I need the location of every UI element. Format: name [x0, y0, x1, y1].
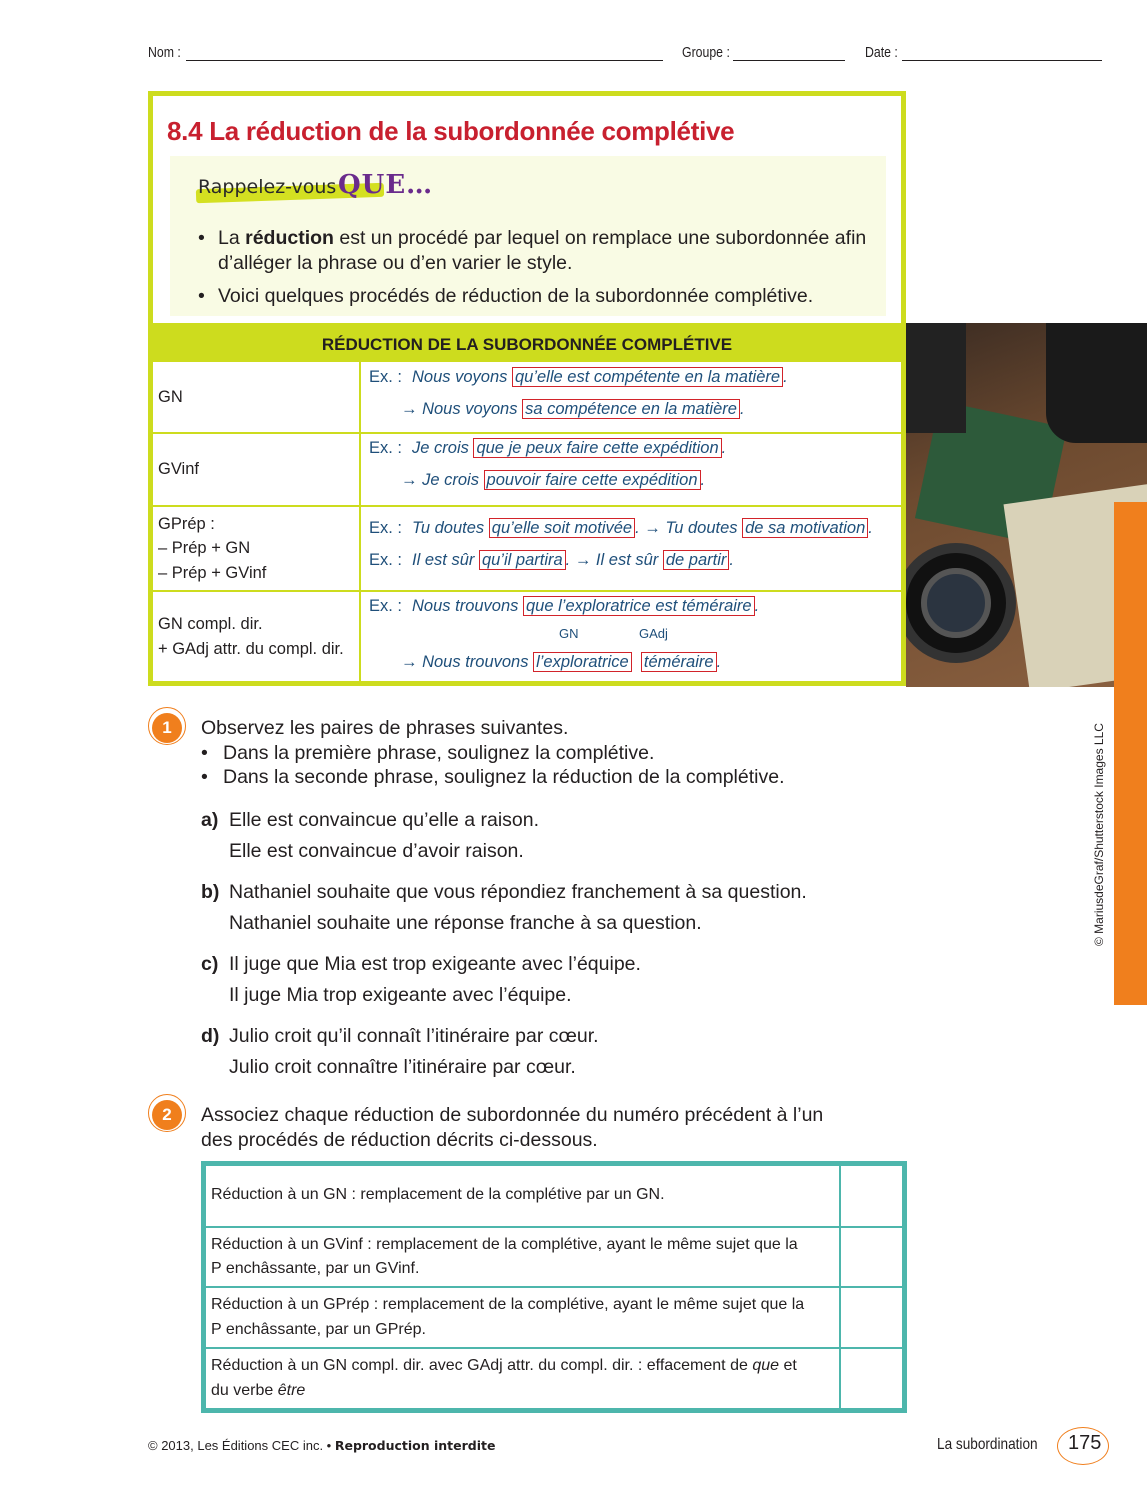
procedure-cell	[206, 1164, 841, 1226]
procedure-text: Réduction à un GPrép : remplacement de la complétive, ayant le même sujet que la	[211, 1296, 805, 1313]
table-row	[206, 1226, 902, 1286]
ex-text: Je crois	[422, 471, 484, 489]
answer-cell[interactable]	[843, 1349, 902, 1408]
procedure-cell	[206, 1288, 841, 1347]
row-examples	[363, 507, 901, 590]
procedure-text	[211, 1379, 839, 1404]
exercise-number: 2	[152, 1100, 182, 1130]
procedure-text: Réduction à un GN : remplacement de la complétive par un GN.	[211, 1185, 665, 1203]
procedure-text: P enchâssante, par un GPrép.	[211, 1320, 426, 1338]
copyright-bold: Reproduction interdite	[334, 1438, 496, 1453]
ex-punct: .	[729, 551, 734, 569]
date-line[interactable]	[902, 60, 1102, 61]
table-row	[206, 1286, 902, 1347]
item-letter: a)	[201, 809, 219, 831]
answer-cell[interactable]	[843, 1228, 902, 1286]
table-row	[206, 1347, 902, 1408]
association-table	[201, 1161, 907, 1413]
answer-cell[interactable]	[843, 1288, 902, 1347]
arrow-icon: →	[401, 400, 418, 418]
reminder-bullet-2: • Voici quelques procédés de réduction de la subordonnée complétive.	[198, 284, 878, 309]
procedure-text-italic: être	[277, 1381, 306, 1399]
sentence-1[interactable]: Julio croit qu’il connaît l’itinéraire par cœur.	[229, 1025, 599, 1047]
example-line	[369, 519, 873, 538]
row-label	[153, 507, 361, 590]
procedure-text-italic: que	[752, 1357, 780, 1374]
travel-photo	[906, 323, 1147, 687]
example-line	[401, 400, 745, 419]
boxed-completive: qu’il partira	[479, 550, 566, 570]
reduction-table-header: RÉDUCTION DE LA SUBORDONNÉE COMPLÉTIVE	[153, 328, 901, 360]
list-item	[201, 949, 641, 1011]
answer-cell[interactable]	[843, 1164, 902, 1224]
photo-camera	[1046, 323, 1147, 443]
reduction-table	[148, 323, 906, 686]
arrow-icon: →	[401, 653, 418, 671]
ex-text: Nous voyons	[412, 368, 512, 386]
sentence-1[interactable]: Il juge que Mia est trop exigeante avec l’équipe.	[229, 953, 641, 975]
nom-label: Nom :	[148, 44, 181, 61]
chapter-side-tab	[1114, 502, 1147, 1005]
ex-text: Nous trouvons	[412, 597, 523, 615]
boxed-reduction: pouvoir faire cette expédition	[484, 470, 701, 490]
boxed-completive: qu’elle est compétente en la matière	[512, 367, 783, 387]
ex-label: Ex. :	[369, 519, 403, 537]
photo-lens-glass	[921, 568, 991, 638]
ex-label: Ex. :	[369, 597, 403, 615]
instruction-text: Associez chaque réduction de subordonnée du numéro précédent à l’un	[201, 1104, 824, 1126]
ex-text: Nous trouvons	[422, 653, 534, 671]
procedure-text	[211, 1354, 839, 1379]
boxed-completive: qu’elle soit motivée	[489, 518, 635, 538]
ex-punct: .	[721, 439, 727, 457]
tag-gadj: GAdj	[639, 626, 668, 641]
exercise-instructions	[201, 1103, 901, 1152]
reminder-box	[170, 156, 886, 316]
ex-punct: .	[716, 653, 722, 671]
exercise-instructions	[201, 716, 901, 790]
item-letter: d)	[201, 1025, 220, 1047]
bullet1-post: est un procédé par lequel on remplace une subordonnée afin d’alléger la phrase ou d’en varier le style.	[218, 227, 867, 274]
arrow-icon: →	[574, 551, 592, 569]
boxed-reduction: de partir	[663, 550, 730, 570]
item-letter: c)	[201, 953, 219, 975]
groupe-label: Groupe :	[682, 44, 730, 61]
sentence-1[interactable]: Nathaniel souhaite que vous répondiez franchement à sa question.	[229, 881, 807, 903]
example-line	[369, 551, 734, 570]
ex-text: Tu doutes	[412, 519, 489, 537]
ex-label: Ex. :	[369, 551, 403, 569]
example-line	[401, 471, 705, 490]
bullet1-pre: La	[218, 227, 246, 249]
instruction-text: Observez les paires de phrases suivantes.	[201, 717, 569, 739]
row-label	[153, 592, 361, 681]
boxed-reduction: l’exploratrice	[533, 652, 632, 672]
example-line	[401, 653, 721, 672]
ex-label: Ex. :	[369, 439, 403, 457]
photo-flash	[906, 323, 966, 433]
example-line	[369, 368, 788, 387]
boxed-reduction: sa compétence en la matière	[522, 399, 740, 419]
boxed-reduction: téméraire	[641, 652, 717, 672]
sentence-2[interactable]: Elle est convaincue d’avoir raison.	[229, 840, 524, 862]
row-label-text: GN	[158, 387, 183, 406]
row-label	[153, 434, 361, 505]
sentence-2[interactable]: Il juge Mia trop exigeante avec l’équipe.	[229, 984, 572, 1006]
arrow-icon: →	[644, 519, 661, 537]
reminder-bullets	[198, 226, 878, 317]
boxed-completive: que je peux faire cette expédition	[473, 438, 721, 458]
sentence-2[interactable]: Julio croit connaître l’itinéraire par cœur.	[229, 1056, 576, 1078]
photo-credit: © MariusdeGraf/Shutterstock Images LLC	[1092, 723, 1106, 946]
list-item	[201, 1021, 599, 1083]
table-row	[206, 1164, 902, 1226]
section-title	[167, 116, 734, 147]
list-item	[201, 877, 807, 939]
table-row	[153, 505, 901, 590]
reminder-label: Rappelez-vous	[198, 176, 337, 198]
ex-punct: .	[783, 368, 788, 386]
instruction-bullet: • Dans la seconde phrase, soulignez la réduction de la complétive.	[201, 765, 901, 790]
table-row	[153, 590, 901, 681]
ex-punct: .	[565, 551, 575, 569]
table-row	[153, 432, 901, 505]
procedure-text-part: et	[779, 1357, 797, 1374]
item-letter: b)	[201, 881, 220, 903]
footer-chapter: La subordination	[937, 1436, 1038, 1453]
ex-text: Tu doutes	[660, 519, 743, 537]
ex-text: Il est sûr	[591, 551, 663, 569]
ex-punct: .	[700, 471, 706, 489]
procedure-text: Réduction à un GVinf : remplacement de la complétive, ayant le même sujet que la	[211, 1235, 798, 1253]
ex-punct: .	[635, 519, 645, 537]
reminder-que: QUE…	[338, 170, 434, 200]
section-box	[148, 91, 906, 325]
nom-line[interactable]	[186, 60, 663, 61]
row-examples	[363, 592, 901, 681]
boxed-completive: que l’exploratrice est téméraire	[523, 596, 755, 616]
reminder-bullet-1	[198, 226, 878, 276]
footer-copyright	[148, 1438, 496, 1453]
ex-text: Il est sûr	[412, 551, 479, 569]
list-item	[201, 805, 539, 867]
example-line	[369, 597, 759, 616]
ex-punct: .	[868, 519, 873, 537]
ex-label: Ex. :	[369, 368, 403, 386]
row-label-sub: – Prép + GN	[158, 539, 251, 558]
procedure-text-part: Réduction à un GN compl. dir. avec GAdj attr. du compl. dir. : effacement de	[211, 1357, 753, 1374]
ex-punct: .	[739, 400, 745, 418]
groupe-line[interactable]	[733, 60, 845, 61]
procedure-text-part: du verbe	[211, 1381, 278, 1399]
row-examples	[363, 362, 901, 432]
page-number: 175	[1068, 1432, 1102, 1454]
bullet1-bold: réduction	[245, 227, 334, 249]
ex-text: Je crois	[412, 439, 474, 457]
table-row	[153, 360, 901, 432]
row-label-sub: – Prép + GVinf	[158, 563, 267, 582]
sentence-2[interactable]: Nathaniel souhaite une réponse franche à sa question.	[229, 912, 702, 934]
row-label-sub: + GAdj attr. du compl. dir.	[158, 639, 344, 658]
section-title-text: La réduction de la subordonnée complétive	[209, 116, 735, 146]
row-examples	[363, 434, 901, 505]
exercise-number: 1	[152, 713, 182, 743]
procedure-text: P enchâssante, par un GVinf.	[211, 1260, 420, 1277]
date-label: Date :	[865, 44, 898, 61]
copyright-text: © 2013, Les Éditions CEC inc. •	[148, 1438, 335, 1453]
ex-punct: .	[754, 597, 760, 615]
sentence-1[interactable]: Elle est convaincue qu’elle a raison.	[229, 809, 540, 831]
arrow-icon: →	[401, 471, 418, 489]
ex-text: Nous voyons	[422, 400, 523, 418]
example-line	[369, 439, 726, 458]
procedure-cell	[206, 1228, 841, 1286]
row-label	[153, 362, 361, 432]
tag-gn: GN	[559, 626, 579, 641]
instruction-bullet: • Dans la première phrase, soulignez la complétive.	[201, 741, 901, 766]
row-label-text: GVinf	[158, 460, 199, 479]
procedure-cell	[206, 1349, 841, 1408]
instruction-text: des procédés de réduction décrits ci-dessous.	[201, 1128, 598, 1151]
row-label-text: GN compl. dir.	[158, 615, 263, 633]
row-label-text: GPrép :	[158, 514, 215, 533]
section-number: 8.4	[167, 116, 203, 146]
boxed-reduction: de sa motivation	[742, 518, 868, 538]
